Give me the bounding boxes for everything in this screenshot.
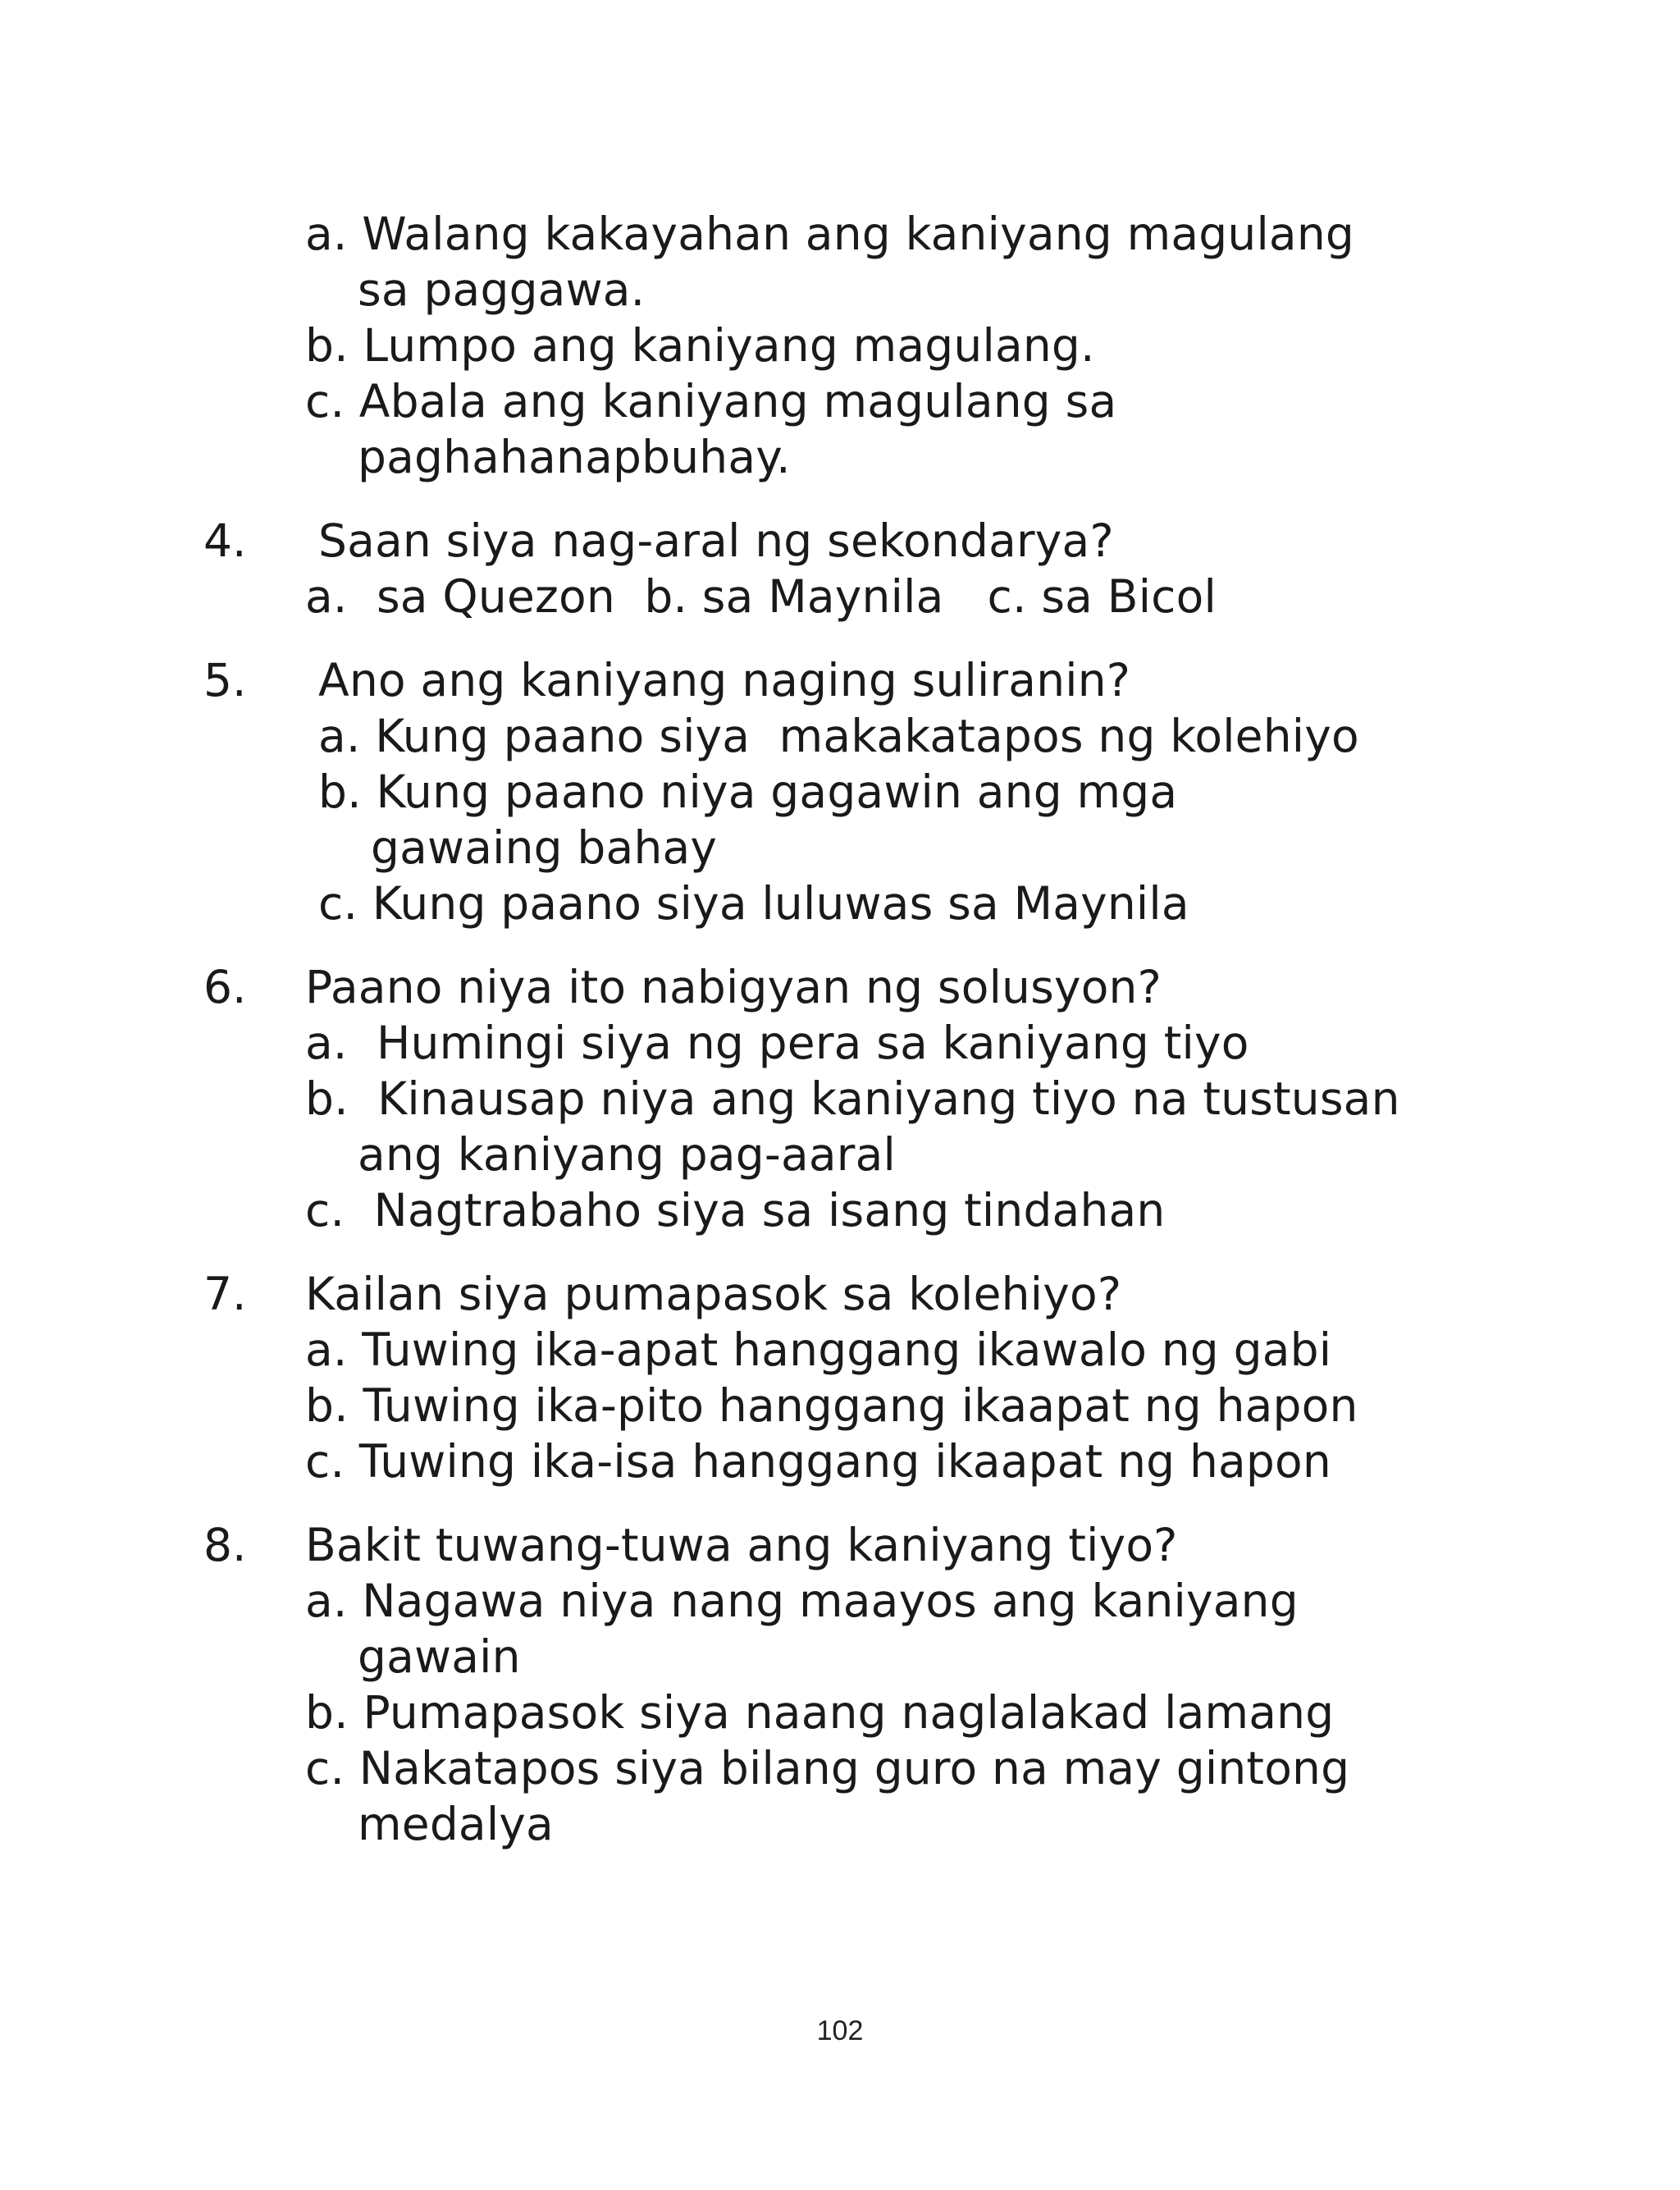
- option-a-line1: a. Nagawa niya nang maayos ang kaniyang: [305, 1575, 1299, 1627]
- question-text: Paano niya ito nabigyan ng solusyon?: [305, 961, 1162, 1013]
- option-a: a. Kung paano siya makakatapos ng kolehiyo: [318, 710, 1359, 762]
- question-number: 4.: [203, 514, 247, 567]
- option-b-line2: gawaing bahay: [371, 821, 718, 874]
- option-b-line1: b. Kinausap niya ang kaniyang tiyo na tustusan: [305, 1072, 1400, 1125]
- question-text: Ano ang kaniyang naging suliranin?: [318, 654, 1131, 706]
- question-number: 8.: [203, 1519, 247, 1571]
- question-text: Bakit tuwang-tuwa ang kaniyang tiyo?: [305, 1519, 1178, 1571]
- q3-option-c-line1: c. Abala ang kaniyang magulang sa: [305, 375, 1117, 427]
- option-b: b. Tuwing ika-pito hanggang ikaapat ng hapon: [305, 1379, 1358, 1432]
- option-c-line1: c. Nakatapos siya bilang guro na may gintong: [305, 1742, 1350, 1795]
- option-c-line2: medalya: [358, 1798, 554, 1850]
- option-a: a. Tuwing ika-apat hanggang ikawalo ng gabi: [305, 1324, 1332, 1376]
- page-number: 102: [816, 2015, 864, 2046]
- question-options: a. sa Quezon b. sa Maynila c. sa Bicol: [305, 570, 1217, 623]
- q3-option-a-line1: a. Walang kakayahan ang kaniyang magulang: [305, 208, 1355, 260]
- option-c: c. Tuwing ika-isa hanggang ikaapat ng hapon: [305, 1435, 1331, 1488]
- question-number: 5.: [203, 654, 247, 706]
- question-text: Kailan siya pumapasok sa kolehiyo?: [305, 1268, 1122, 1320]
- option-c: c. Kung paano siya luluwas sa Maynila: [318, 877, 1189, 930]
- question-text: Saan siya nag-aral ng sekondarya?: [318, 514, 1114, 567]
- option-b: b. Pumapasok siya naang naglalakad lamang: [305, 1686, 1335, 1739]
- option-a-line2: gawain: [358, 1630, 521, 1683]
- option-c: c. Nagtrabaho siya sa isang tindahan: [305, 1184, 1166, 1237]
- q3-option-b: b. Lumpo ang kaniyang magulang.: [305, 319, 1095, 372]
- question-number: 7.: [203, 1268, 247, 1320]
- q3-option-c-line2: paghahanapbuhay.: [358, 431, 791, 483]
- option-b-line1: b. Kung paano niya gagawin ang mga: [318, 766, 1178, 818]
- question-number: 6.: [203, 961, 247, 1013]
- option-b-line2: ang kaniyang pag-aaral: [358, 1128, 896, 1181]
- q3-option-a-line2: sa paggawa.: [358, 263, 646, 316]
- option-a: a. Humingi siya ng pera sa kaniyang tiyo: [305, 1017, 1249, 1069]
